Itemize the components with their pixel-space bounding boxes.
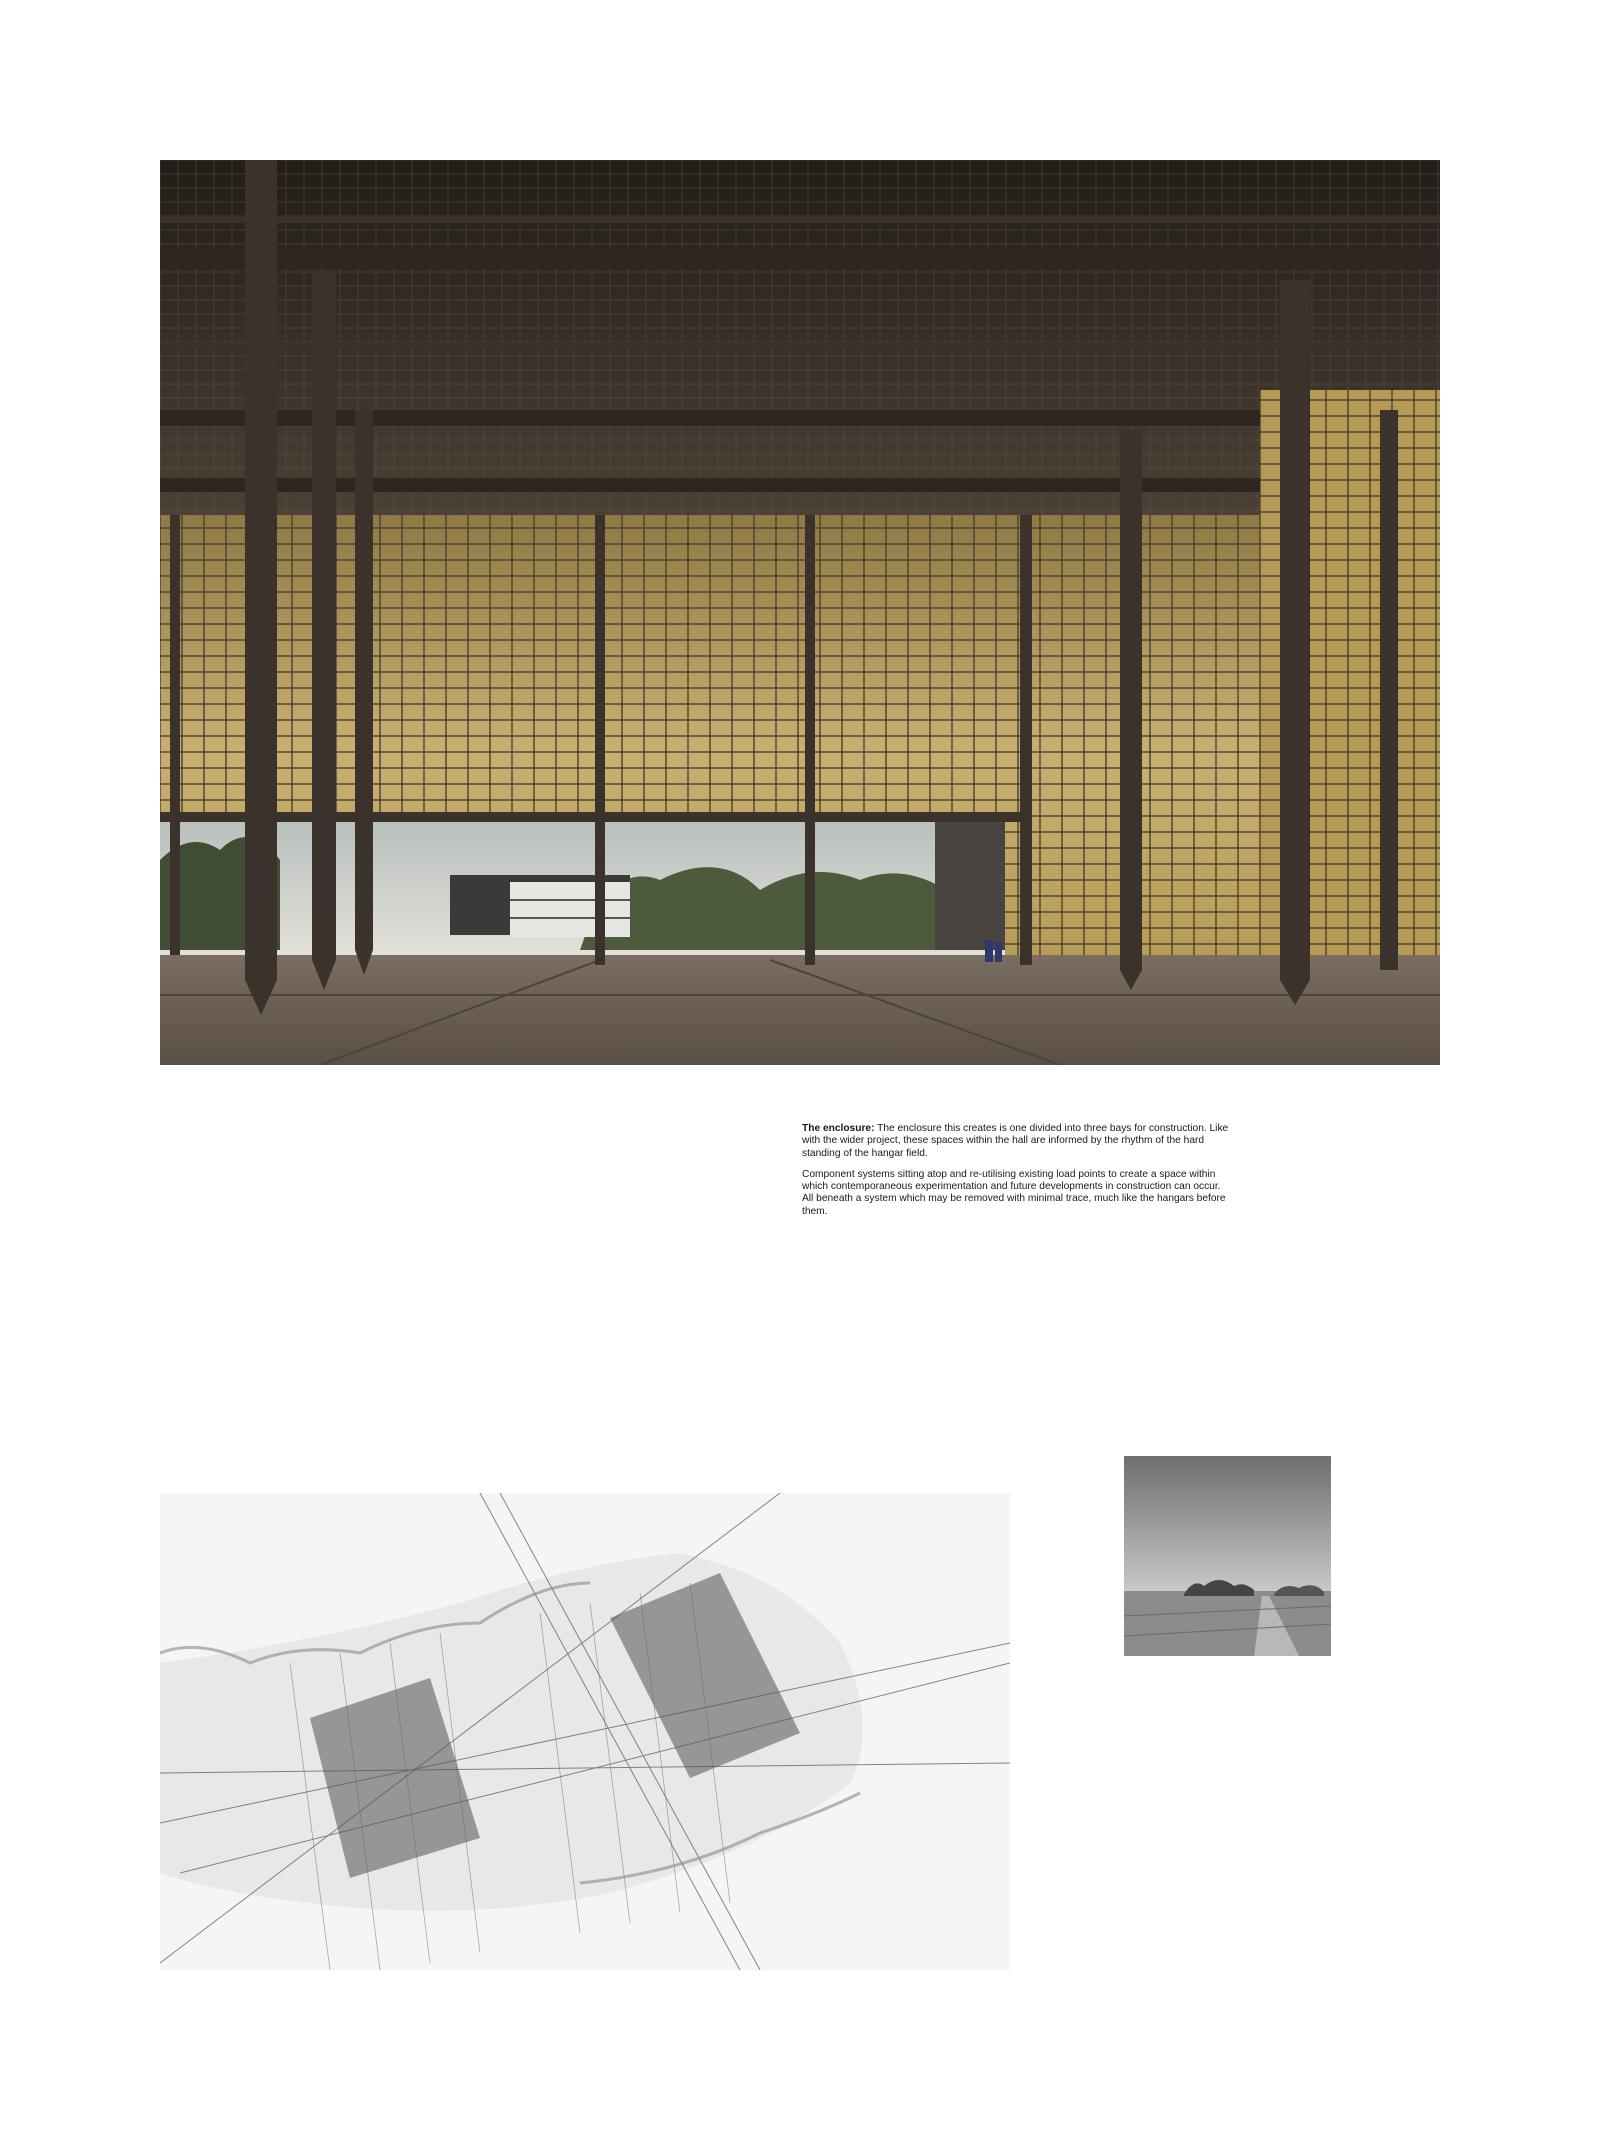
site-photo-graphic: [1124, 1456, 1331, 1656]
caption-paragraph-1-text: The enclosure this creates is one divided into three bays for construction. Like with the wider project, these spaces within the hall are informed by the rhythm of the hard standing of the hangar field.: [802, 1123, 1229, 1159]
site-plan-graphic: [160, 1493, 1010, 1970]
caption-paragraph-1: [802, 1123, 1232, 1160]
site-plan-drawing: [160, 1493, 1010, 1970]
enclosure-render: [160, 160, 1440, 1065]
caption-lead: The enclosure:: [802, 1123, 875, 1134]
enclosure-render-graphic: [160, 160, 1440, 1065]
site-photo: [1124, 1456, 1331, 1656]
caption-paragraph-2: Component systems sitting atop and re-utilising existing load points to create a space within which contemporaneous experimentation and future developments in construction can occur. All beneath a system which may be removed with minimal trace, much like the hangars before them.: [802, 1168, 1226, 1217]
caption-block: [802, 1123, 1232, 1227]
